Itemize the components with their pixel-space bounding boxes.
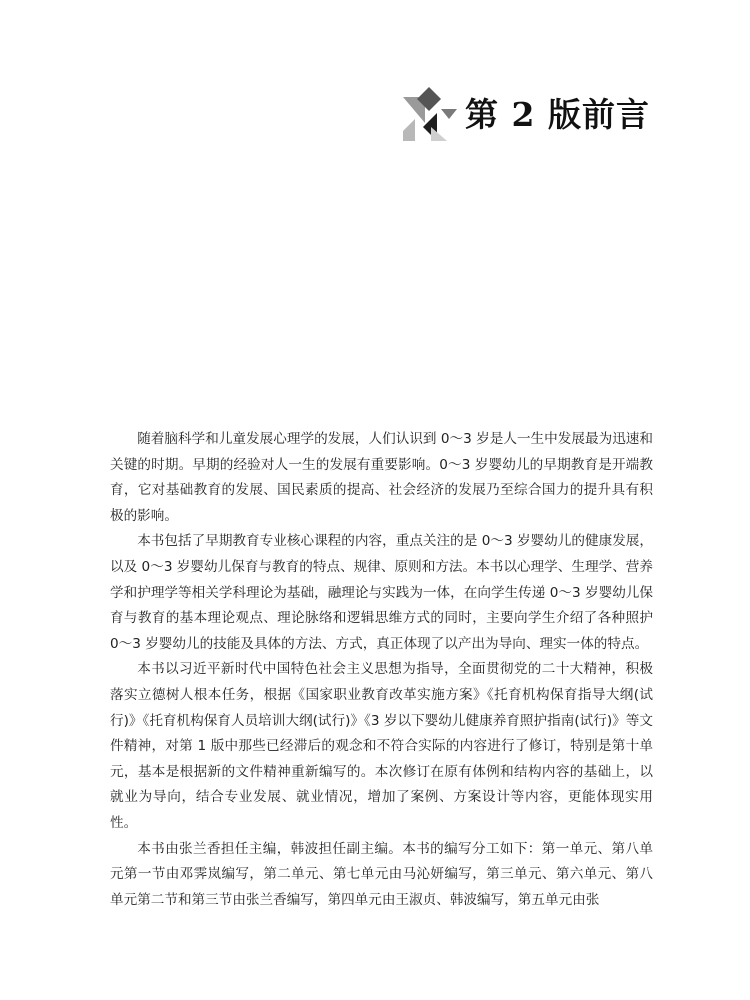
paragraph-4: 本书由张兰香担任主编，韩波担任副主编。本书的编写分工如下：第一单元、第八单元第一节由邓霁岚编写，第二单元、第七单元由马沁妍编写，第三单元、第六单元、第八单元第二节和第三节由张兰香编写，第四单元由王淑贞、韩波编写，第五单元由张	[110, 840, 653, 908]
paragraph-1: 随着脑科学和儿童发展心理学的发展，人们认识到 0～3 岁是人一生中发展最为迅速和关键的时期。早期的经验对人一生的发展有重要影响。0～3 岁婴幼儿的早期教育是开端教育，它对基础教育的发展、国民素质的提高、社会经济的发展乃至综合国力的提升具有积极的影响。	[110, 431, 653, 524]
paragraph-2: 本书包括了早期教育专业核心课程的内容，重点关注的是 0～3 岁婴幼儿的健康发展，以及 0～3 岁婴幼儿保育与教育的特点、规律、原则和方法。本书以心理学、生理学、营养学和护理学等相关学科理论为基础，融理论与实践为一体，在向学生传递 0～3 岁婴幼儿保育与教育的基本理论观点、理论脉络和逻辑思维方式的同时，主要向学生介绍了各种照护 0～3 岁婴幼儿的技能及具体的方法、方式，真正体现了以产出为导向、理实一体的特点。	[110, 533, 653, 652]
paragraph-3: 本书以习近平新时代中国特色社会主义思想为指导，全面贯彻党的二十大精神，积极落实立德树人根本任务，根据《国家职业教育改革实施方案》《托育机构保育指导大纲(试行)》《托育机构保育人员培训大纲(试行)》《3 岁以下婴幼儿健康养育照护指南(试行)》等文件精神，对第 1 版中那些已经滞后的观念和不符合实际的内容进行了修订，特别是第十单元，基本是根据新的文件精神重新编写的。本次修订在原有体例和结构内容的基础上，以就业为导向，结合专业发展、就业情况，增加了案例、方案设计等内容，更能体现实用性。	[110, 661, 653, 831]
page-title: 第 2 版前言	[465, 94, 650, 134]
page-header	[401, 80, 650, 144]
tangram-icon	[401, 83, 459, 141]
preface-body	[110, 427, 653, 913]
